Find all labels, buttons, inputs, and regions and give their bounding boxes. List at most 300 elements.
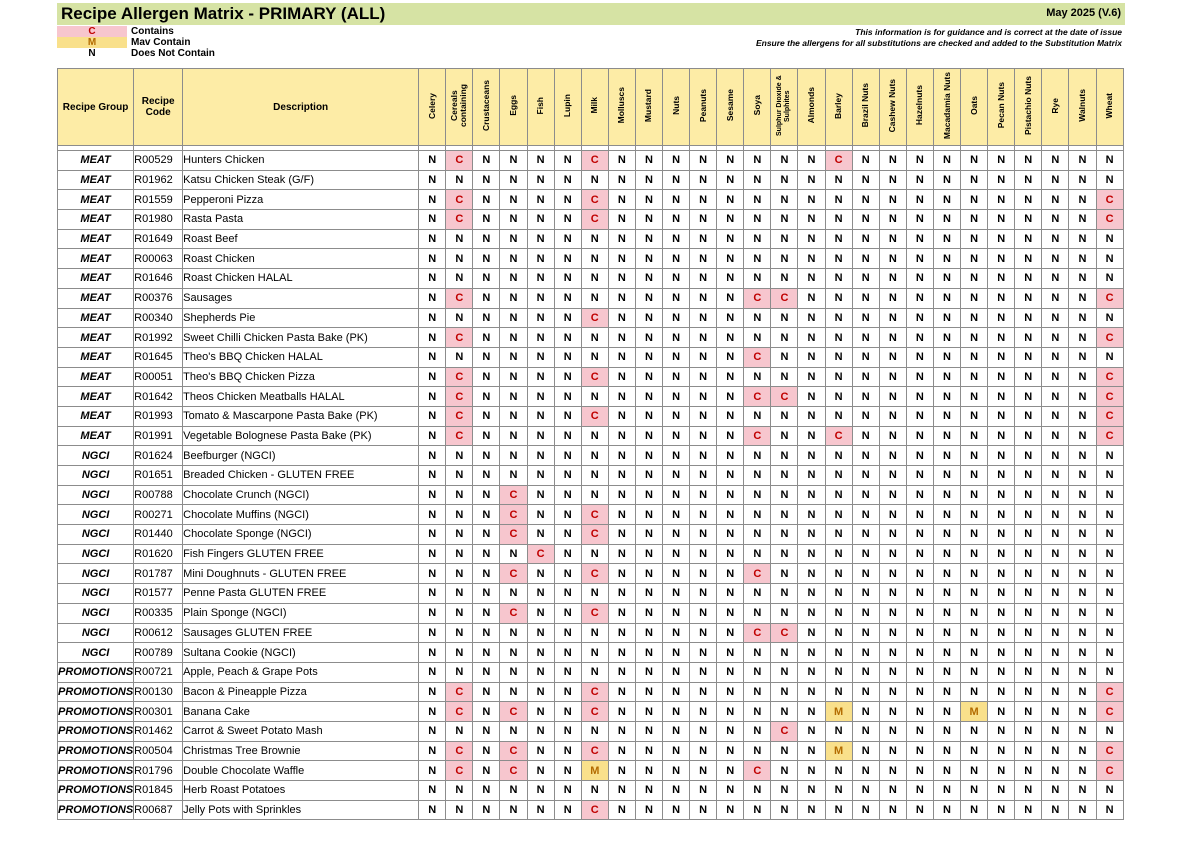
allergen-value-cell: N xyxy=(446,721,473,741)
allergen-value-cell: N xyxy=(1042,328,1069,348)
allergen-value-cell: N xyxy=(961,288,988,308)
allergen-value-cell: N xyxy=(798,288,825,308)
allergen-value-cell: N xyxy=(500,781,527,801)
allergen-value-cell: N xyxy=(717,564,744,584)
allergen-value-cell: N xyxy=(879,643,906,663)
allergen-value-cell: N xyxy=(879,229,906,249)
legend-item-may-contain xyxy=(57,37,357,48)
allergen-value-cell: N xyxy=(500,800,527,820)
allergen-value-cell: N xyxy=(717,288,744,308)
allergen-value-cell: N xyxy=(744,446,771,466)
recipe-code-cell: R01577 xyxy=(134,584,183,604)
col-header-allergen: Pecan Nuts xyxy=(988,69,1015,146)
recipe-group-cell: MEAT xyxy=(58,269,134,289)
allergen-value-cell: N xyxy=(608,525,635,545)
allergen-value-cell: N xyxy=(1015,603,1042,623)
allergen-value-cell: N xyxy=(961,544,988,564)
allergen-value-cell: N xyxy=(933,525,960,545)
allergen-value-cell: C xyxy=(446,741,473,761)
allergen-value-cell: N xyxy=(663,544,690,564)
allergen-value-cell: N xyxy=(500,426,527,446)
allergen-value-cell: N xyxy=(988,367,1015,387)
allergen-value-cell: N xyxy=(717,781,744,801)
allergen-value-cell: N xyxy=(1096,544,1123,564)
allergen-value-cell: N xyxy=(527,761,554,781)
allergen-value-cell: N xyxy=(1015,662,1042,682)
allergen-value-cell: N xyxy=(663,190,690,210)
allergen-value-cell: N xyxy=(744,525,771,545)
allergen-value-cell: N xyxy=(906,466,933,486)
allergen-value-cell: N xyxy=(527,800,554,820)
allergen-value-cell: N xyxy=(906,564,933,584)
guidance-note: This information is for guidance and is correct at the date of issue xyxy=(855,27,1122,37)
recipe-description-cell: Sultana Cookie (NGCI) xyxy=(183,643,419,663)
allergen-value-cell: N xyxy=(852,269,879,289)
allergen-value-cell: N xyxy=(1069,721,1096,741)
allergen-value-cell: N xyxy=(500,328,527,348)
allergen-value-cell: N xyxy=(906,800,933,820)
allergen-value-cell: N xyxy=(419,623,446,643)
legend-code: M xyxy=(57,37,127,48)
allergen-value-cell: N xyxy=(1069,800,1096,820)
allergen-value-cell: N xyxy=(554,584,581,604)
allergen-value-cell: N xyxy=(690,249,717,269)
allergen-value-cell: N xyxy=(527,721,554,741)
allergen-value-cell: N xyxy=(961,643,988,663)
recipe-group-cell: PROMOTIONS xyxy=(58,800,134,820)
allergen-value-cell: N xyxy=(988,721,1015,741)
allergen-value-cell: N xyxy=(419,505,446,525)
recipe-group-cell: NGCI xyxy=(58,623,134,643)
allergen-value-cell: N xyxy=(690,190,717,210)
allergen-value-cell: N xyxy=(473,485,500,505)
allergen-value-cell: N xyxy=(608,387,635,407)
allergen-value-cell: N xyxy=(879,781,906,801)
allergen-value-cell: N xyxy=(906,544,933,564)
allergen-value-cell: N xyxy=(419,151,446,171)
allergen-value-cell: N xyxy=(1015,761,1042,781)
allergen-value-cell: N xyxy=(635,702,662,722)
allergen-value-cell: N xyxy=(663,525,690,545)
allergen-value-cell: N xyxy=(988,446,1015,466)
allergen-value-cell: N xyxy=(473,249,500,269)
allergen-value-cell: N xyxy=(663,781,690,801)
allergen-value-cell: N xyxy=(554,662,581,682)
allergen-value-cell: N xyxy=(473,288,500,308)
allergen-value-cell: N xyxy=(419,269,446,289)
allergen-value-cell: N xyxy=(852,525,879,545)
allergen-value-cell: N xyxy=(554,406,581,426)
allergen-value-cell: N xyxy=(825,662,852,682)
allergen-value-cell: N xyxy=(690,269,717,289)
allergen-value-cell: N xyxy=(473,347,500,367)
allergen-value-cell: N xyxy=(988,761,1015,781)
allergen-value-cell: N xyxy=(744,229,771,249)
allergen-value-cell: C xyxy=(446,406,473,426)
allergen-value-cell: N xyxy=(879,721,906,741)
allergen-value-cell: N xyxy=(825,269,852,289)
col-header-allergen: Celery xyxy=(419,69,446,146)
allergen-value-cell: N xyxy=(1069,662,1096,682)
allergen-value-cell: N xyxy=(825,525,852,545)
allergen-value-cell: N xyxy=(825,623,852,643)
allergen-value-cell: C xyxy=(744,426,771,446)
allergen-value-cell: N xyxy=(473,721,500,741)
allergen-value-cell: N xyxy=(663,485,690,505)
allergen-value-cell: C xyxy=(1096,387,1123,407)
recipe-description-cell: Banana Cake xyxy=(183,702,419,722)
recipe-description-cell: Jelly Pots with Sprinkles xyxy=(183,800,419,820)
allergen-value-cell: N xyxy=(988,682,1015,702)
allergen-value-cell: N xyxy=(581,623,608,643)
recipe-description-cell: Bacon & Pineapple Pizza xyxy=(183,682,419,702)
allergen-value-cell: C xyxy=(446,387,473,407)
allergen-value-cell: N xyxy=(961,584,988,604)
allergen-value-cell: N xyxy=(690,446,717,466)
allergen-value-cell: N xyxy=(933,426,960,446)
allergen-value-cell: N xyxy=(906,485,933,505)
allergen-value-cell: N xyxy=(608,328,635,348)
allergen-value-cell: N xyxy=(419,544,446,564)
table-row xyxy=(58,662,1124,682)
allergen-value-cell: N xyxy=(771,308,798,328)
guidance-note: Ensure the allergens for all substitutions are checked and added to the Substitution Matrix xyxy=(755,38,1122,48)
allergen-value-cell: N xyxy=(717,800,744,820)
recipe-description-cell: Theo's BBQ Chicken Pizza xyxy=(183,367,419,387)
allergen-value-cell: N xyxy=(581,466,608,486)
allergen-value-cell: N xyxy=(500,544,527,564)
allergen-value-cell: N xyxy=(933,269,960,289)
allergen-value-cell: N xyxy=(663,643,690,663)
recipe-group-cell: PROMOTIONS xyxy=(58,781,134,801)
allergen-value-cell: N xyxy=(771,151,798,171)
allergen-value-cell: N xyxy=(1015,446,1042,466)
allergen-value-cell: N xyxy=(961,505,988,525)
allergen-value-cell: N xyxy=(933,721,960,741)
allergen-value-cell: N xyxy=(988,406,1015,426)
allergen-value-cell: N xyxy=(1069,426,1096,446)
allergen-value-cell: N xyxy=(771,485,798,505)
allergen-value-cell: N xyxy=(771,446,798,466)
allergen-value-cell: N xyxy=(771,781,798,801)
allergen-value-cell: N xyxy=(690,702,717,722)
allergen-value-cell: C xyxy=(446,761,473,781)
allergen-value-cell: N xyxy=(798,367,825,387)
allergen-value-cell: N xyxy=(906,347,933,367)
table-row xyxy=(58,643,1124,663)
allergen-value-cell: N xyxy=(717,229,744,249)
allergen-value-cell: N xyxy=(744,367,771,387)
allergen-value-cell: C xyxy=(825,151,852,171)
allergen-value-cell: N xyxy=(608,702,635,722)
allergen-value-cell: N xyxy=(1069,564,1096,584)
allergen-value-cell: N xyxy=(879,662,906,682)
allergen-value-cell: N xyxy=(500,249,527,269)
allergen-value-cell: N xyxy=(906,643,933,663)
allergen-value-cell: N xyxy=(473,662,500,682)
table-row xyxy=(58,269,1124,289)
recipe-code-cell: R00130 xyxy=(134,682,183,702)
allergen-value-cell: N xyxy=(744,190,771,210)
allergen-value-cell: N xyxy=(933,288,960,308)
col-header-allergen: Molluscs xyxy=(608,69,635,146)
table-row xyxy=(58,800,1124,820)
allergen-value-cell: N xyxy=(1069,643,1096,663)
recipe-code-cell: R01787 xyxy=(134,564,183,584)
allergen-value-cell: N xyxy=(933,387,960,407)
legend-code: C xyxy=(57,26,127,37)
table-row xyxy=(58,347,1124,367)
allergen-value-cell: N xyxy=(771,662,798,682)
allergen-value-cell: N xyxy=(961,249,988,269)
allergen-value-cell: N xyxy=(554,525,581,545)
allergen-value-cell: N xyxy=(527,190,554,210)
allergen-value-cell: N xyxy=(690,426,717,446)
allergen-value-cell: N xyxy=(663,426,690,446)
allergen-value-cell: C xyxy=(500,525,527,545)
allergen-value-cell: C xyxy=(1096,682,1123,702)
allergen-value-cell: N xyxy=(717,603,744,623)
allergen-value-cell: N xyxy=(879,170,906,190)
recipe-group-cell: NGCI xyxy=(58,643,134,663)
allergen-value-cell: N xyxy=(554,485,581,505)
allergen-value-cell: N xyxy=(852,702,879,722)
allergen-value-cell: N xyxy=(473,781,500,801)
allergen-value-cell: N xyxy=(852,505,879,525)
allergen-value-cell: N xyxy=(1042,406,1069,426)
allergen-value-cell: N xyxy=(581,662,608,682)
allergen-value-cell: N xyxy=(473,190,500,210)
allergen-value-cell: N xyxy=(825,328,852,348)
allergen-value-cell: N xyxy=(852,151,879,171)
allergen-value-cell: N xyxy=(717,347,744,367)
allergen-value-cell: N xyxy=(879,623,906,643)
allergen-value-cell: N xyxy=(527,485,554,505)
recipe-group-cell: MEAT xyxy=(58,210,134,230)
allergen-value-cell: C xyxy=(1096,741,1123,761)
allergen-value-cell: N xyxy=(581,426,608,446)
allergen-value-cell: N xyxy=(473,151,500,171)
allergen-value-cell: N xyxy=(635,308,662,328)
allergen-value-cell: N xyxy=(717,505,744,525)
allergen-value-cell: N xyxy=(527,662,554,682)
allergen-value-cell: N xyxy=(1069,761,1096,781)
allergen-value-cell: N xyxy=(527,682,554,702)
allergen-value-cell: C xyxy=(581,505,608,525)
allergen-value-cell: N xyxy=(419,702,446,722)
allergen-value-cell: N xyxy=(608,269,635,289)
recipe-group-cell: MEAT xyxy=(58,347,134,367)
allergen-value-cell: N xyxy=(446,269,473,289)
allergen-value-cell: N xyxy=(1042,603,1069,623)
allergen-value-cell: N xyxy=(879,151,906,171)
allergen-value-cell: N xyxy=(419,564,446,584)
allergen-value-cell: N xyxy=(717,190,744,210)
allergen-value-cell: N xyxy=(527,584,554,604)
allergen-value-cell: N xyxy=(879,387,906,407)
recipe-group-cell: NGCI xyxy=(58,446,134,466)
allergen-value-cell: N xyxy=(1042,781,1069,801)
allergen-value-cell: N xyxy=(500,623,527,643)
allergen-value-cell: N xyxy=(771,603,798,623)
allergen-value-cell: N xyxy=(690,485,717,505)
allergen-value-cell: N xyxy=(527,387,554,407)
allergen-value-cell: N xyxy=(554,564,581,584)
allergen-value-cell: N xyxy=(635,249,662,269)
allergen-value-cell: N xyxy=(771,741,798,761)
allergen-value-cell: N xyxy=(825,367,852,387)
allergen-value-cell: N xyxy=(608,800,635,820)
allergen-value-cell: N xyxy=(852,603,879,623)
table-row xyxy=(58,406,1124,426)
allergen-value-cell: N xyxy=(419,781,446,801)
allergen-value-cell: N xyxy=(419,466,446,486)
allergen-value-cell: N xyxy=(961,603,988,623)
allergen-value-cell: N xyxy=(717,702,744,722)
recipe-group-cell: PROMOTIONS xyxy=(58,761,134,781)
allergen-value-cell: N xyxy=(581,584,608,604)
allergen-value-cell: N xyxy=(717,387,744,407)
allergen-value-cell: C xyxy=(581,525,608,545)
allergen-value-cell: N xyxy=(852,249,879,269)
allergen-value-cell: N xyxy=(798,603,825,623)
col-header-allergen: Hazelnuts xyxy=(906,69,933,146)
table-row xyxy=(58,367,1124,387)
allergen-value-cell: N xyxy=(473,269,500,289)
table-row xyxy=(58,682,1124,702)
allergen-value-cell: N xyxy=(717,151,744,171)
allergen-value-cell: N xyxy=(717,249,744,269)
allergen-value-cell: N xyxy=(527,229,554,249)
allergen-value-cell: N xyxy=(744,662,771,682)
allergen-value-cell: N xyxy=(663,406,690,426)
allergen-value-cell: N xyxy=(1015,426,1042,446)
allergen-value-cell: N xyxy=(635,347,662,367)
allergen-value-cell: N xyxy=(527,564,554,584)
allergen-value-cell: N xyxy=(446,525,473,545)
allergen-value-cell: C xyxy=(1096,761,1123,781)
allergen-value-cell: N xyxy=(852,682,879,702)
allergen-value-cell: N xyxy=(1015,387,1042,407)
recipe-group-cell: PROMOTIONS xyxy=(58,721,134,741)
allergen-value-cell: N xyxy=(717,485,744,505)
allergen-value-cell: N xyxy=(527,505,554,525)
recipe-code-cell: R01559 xyxy=(134,190,183,210)
allergen-value-cell: N xyxy=(527,367,554,387)
recipe-code-cell: R00721 xyxy=(134,662,183,682)
allergen-value-cell: N xyxy=(473,426,500,446)
allergen-value-cell: C xyxy=(581,210,608,230)
recipe-group-cell: NGCI xyxy=(58,603,134,623)
allergen-value-cell: N xyxy=(771,466,798,486)
allergen-value-cell: N xyxy=(608,170,635,190)
allergen-value-cell: N xyxy=(825,485,852,505)
table-row xyxy=(58,741,1124,761)
legend-item-contains xyxy=(57,26,357,37)
col-header-allergen: Cereals containing xyxy=(446,69,473,146)
recipe-description-cell: Sausages xyxy=(183,288,419,308)
allergen-value-cell: N xyxy=(527,406,554,426)
allergen-value-cell: N xyxy=(961,426,988,446)
allergen-value-cell: N xyxy=(798,308,825,328)
allergen-value-cell: N xyxy=(635,525,662,545)
col-header-allergen: Crustaceans xyxy=(473,69,500,146)
allergen-value-cell: N xyxy=(879,485,906,505)
allergen-value-cell: N xyxy=(906,190,933,210)
allergen-value-cell: N xyxy=(446,485,473,505)
recipe-description-cell: Katsu Chicken Steak (G/F) xyxy=(183,170,419,190)
recipe-group-cell: NGCI xyxy=(58,564,134,584)
allergen-value-cell: N xyxy=(798,446,825,466)
allergen-value-cell: C xyxy=(446,190,473,210)
allergen-value-cell: N xyxy=(933,406,960,426)
allergen-value-cell: N xyxy=(961,800,988,820)
allergen-value-cell: N xyxy=(419,249,446,269)
allergen-value-cell: C xyxy=(1096,367,1123,387)
allergen-value-cell: N xyxy=(500,406,527,426)
table-row xyxy=(58,721,1124,741)
allergen-value-cell: N xyxy=(446,308,473,328)
allergen-value-cell: N xyxy=(988,800,1015,820)
recipe-description-cell: Roast Chicken HALAL xyxy=(183,269,419,289)
allergen-value-cell: N xyxy=(879,249,906,269)
allergen-value-cell: N xyxy=(879,406,906,426)
allergen-value-cell: N xyxy=(635,367,662,387)
allergen-value-cell: N xyxy=(798,485,825,505)
allergen-value-cell: N xyxy=(1015,210,1042,230)
recipe-code-cell: R01980 xyxy=(134,210,183,230)
allergen-value-cell: N xyxy=(717,682,744,702)
allergen-value-cell: N xyxy=(581,229,608,249)
allergen-value-cell: N xyxy=(554,387,581,407)
allergen-value-cell: N xyxy=(771,210,798,230)
allergen-value-cell: N xyxy=(933,367,960,387)
col-header-allergen: Pistachio Nuts xyxy=(1015,69,1042,146)
allergen-value-cell: N xyxy=(554,623,581,643)
allergen-value-cell: N xyxy=(1042,387,1069,407)
allergen-value-cell: N xyxy=(527,328,554,348)
allergen-value-cell: N xyxy=(1069,269,1096,289)
allergen-value-cell: N xyxy=(581,328,608,348)
allergen-value-cell: N xyxy=(961,761,988,781)
allergen-value-cell: N xyxy=(419,721,446,741)
allergen-value-cell: N xyxy=(717,623,744,643)
allergen-value-cell: N xyxy=(1042,702,1069,722)
allergen-value-cell: N xyxy=(933,603,960,623)
recipe-description-cell: Penne Pasta GLUTEN FREE xyxy=(183,584,419,604)
recipe-code-cell: R00271 xyxy=(134,505,183,525)
allergen-value-cell: C xyxy=(1096,426,1123,446)
allergen-value-cell: C xyxy=(744,564,771,584)
allergen-value-cell: N xyxy=(690,466,717,486)
allergen-value-cell: N xyxy=(961,446,988,466)
allergen-value-cell: C xyxy=(744,623,771,643)
allergen-value-cell: N xyxy=(1015,406,1042,426)
allergen-value-cell: N xyxy=(554,229,581,249)
allergen-value-cell: N xyxy=(1015,525,1042,545)
allergen-value-cell: N xyxy=(1042,761,1069,781)
allergen-value-cell: N xyxy=(771,643,798,663)
recipe-code-cell: R00335 xyxy=(134,603,183,623)
allergen-value-cell: N xyxy=(1069,584,1096,604)
allergen-value-cell: N xyxy=(663,387,690,407)
allergen-value-cell: N xyxy=(798,643,825,663)
allergen-value-cell: N xyxy=(635,446,662,466)
col-header-allergen: Milk xyxy=(581,69,608,146)
allergen-value-cell: N xyxy=(635,288,662,308)
allergen-value-cell: N xyxy=(961,662,988,682)
allergen-value-cell: N xyxy=(717,721,744,741)
